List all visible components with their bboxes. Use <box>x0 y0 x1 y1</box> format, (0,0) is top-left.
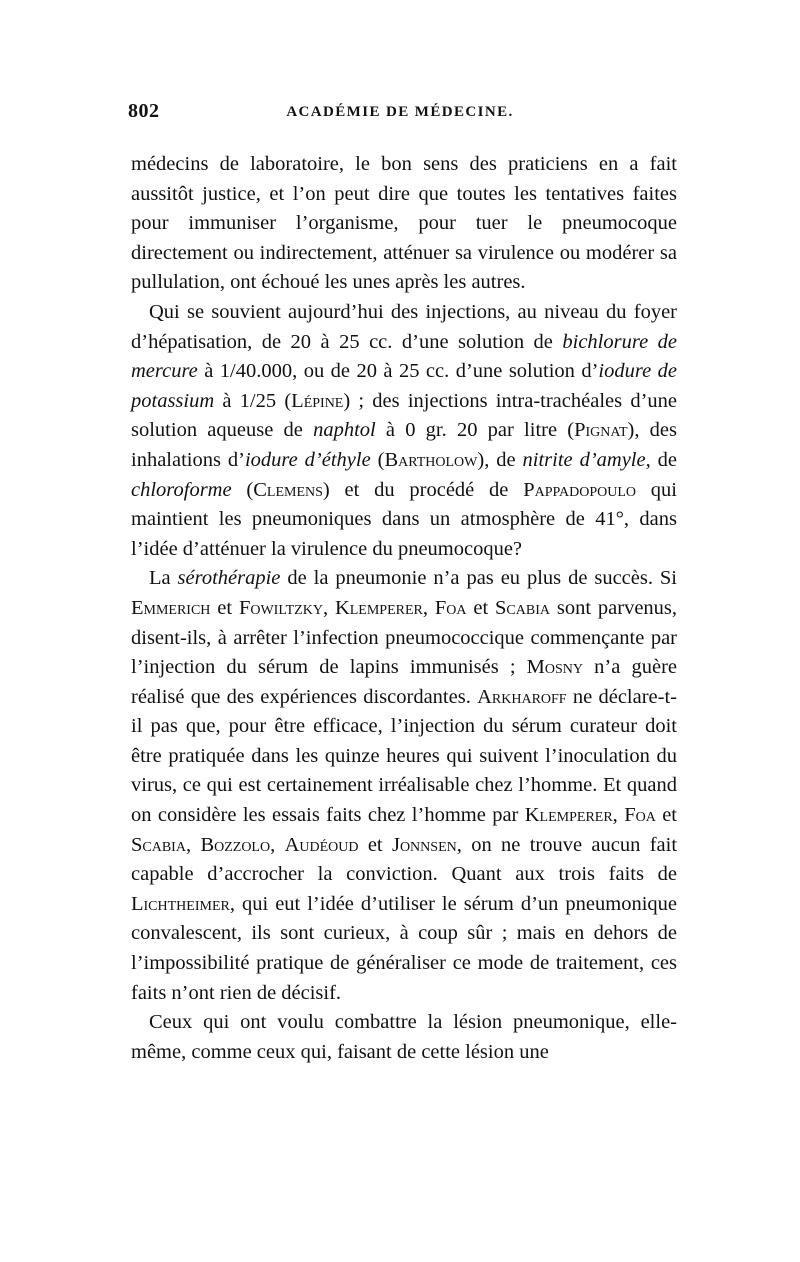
text-run: à 0 gr. 20 par litre ( <box>375 419 575 442</box>
author-name: Lépine <box>291 389 344 412</box>
text-run: ), de <box>477 448 523 471</box>
italic-term: iodure d’éthyle <box>244 448 371 471</box>
running-title: ACADÉMIE DE MÉDECINE. <box>286 104 514 120</box>
text-run: à 1/40.000, ou de 20 à 25 cc. d’une solution d’ <box>197 360 599 383</box>
text-run: ( <box>231 478 254 501</box>
author-name: Scabia <box>131 833 186 856</box>
author-name: Foa <box>624 804 656 827</box>
text-run: ) ; des injections intra-trachéales d’une solution aqueuse de <box>131 389 677 442</box>
italic-term: chloroforme <box>131 478 232 501</box>
author-name: Mosny <box>526 656 584 679</box>
author-name: Fowiltzky <box>238 596 323 619</box>
text-run: , <box>322 596 335 619</box>
text-run: , <box>612 804 625 827</box>
text-run: , <box>185 833 201 856</box>
text-run: , qui eut l’idée d’utiliser le sérum d’un pneumonique convalescent, ils sont curieux, à coup sûr ; mais en dehors de l’impossibilité pratique de généraliser ce mode de traitement, ces faits n’ont rien de décisif. <box>131 892 677 1004</box>
author-name: Pappadopoulo <box>523 478 637 501</box>
text-run: , <box>270 833 285 856</box>
text-run: médecins de laboratoire, le bon sens des praticiens en a fait aussitôt justice, et l’on peut dire que toutes les tentatives faites pour immuniser l’organisme, pour tuer le pneumocoque directement ou indirectement, atténuer sa virulence ou modérer sa pullulation, ont échoué les unes après les autres. <box>131 153 677 294</box>
author-name: Audéoud <box>284 833 359 856</box>
text-run: et <box>655 804 677 827</box>
text-run: qui maintient les pneumoniques dans un atmosphère de 41°, dans l’idée d’atténuer la virulence du pneumocoque? <box>131 478 678 560</box>
text-run: et <box>210 596 239 619</box>
text-run: et <box>466 596 496 619</box>
body-text <box>131 150 677 1067</box>
author-name: Bozzolo <box>200 833 271 856</box>
italic-term: naphtol <box>313 419 376 442</box>
author-name: Scabia <box>495 596 550 619</box>
author-name: Emmerich <box>131 596 211 619</box>
text-run: , <box>422 596 435 619</box>
italic-term: sérothérapie <box>177 567 281 590</box>
text-run: n’a guère réalisé que des expériences discordantes. <box>131 656 678 708</box>
text-run: ( <box>370 448 385 471</box>
author-name: Clemens <box>253 478 323 501</box>
author-name: Klemperer <box>524 804 613 827</box>
paragraph-2 <box>131 298 677 564</box>
text-run: ne déclare-t-il pas que, pour être efficace, l’injection du sérum curateur doit être pratiquée dans les quinze heures qui suivent l’inoculation du virus, ce qui est certainement irréalisable chez l’homme. Et quand on considère les essais faits chez l’homme par <box>131 685 677 827</box>
author-name: Jonnsen <box>391 833 457 856</box>
author-name: Arkharoff <box>477 685 567 708</box>
text-run: ), des inhalations d’ <box>131 419 677 471</box>
text-run: et <box>358 833 392 856</box>
italic-term: iodure de potassium <box>131 360 677 412</box>
text-run: à 1/25 ( <box>214 389 292 412</box>
text-run: Ceux qui ont voulu combattre la lésion pneumonique, elle-même, comme ceux qui, faisant de cette lésion une <box>131 1011 677 1063</box>
text-run: sont parvenus, disent-ils, à arrêter l’infection pneumococcique commençante par l’injection du sérum de lapins immunisés ; <box>131 596 678 679</box>
text-run: ) et du procédé de <box>322 478 524 501</box>
text-run: , de <box>645 448 677 471</box>
paragraph-1 <box>131 150 677 298</box>
italic-term: bichlorure de mercure <box>131 330 677 383</box>
author-name: Bartholow <box>384 448 478 471</box>
text-run: de la pneumonie n’a pas eu plus de succès. Si <box>280 567 677 590</box>
author-name: Foa <box>434 596 467 619</box>
text-run: , on ne trouve aucun fait capable d’accrocher la conviction. Quant aux trois faits de <box>131 833 678 886</box>
text-run: Qui se souvient aujourd’hui des injections, au niveau du foyer d’hépatisation, de 20 à 25 cc. d’une solution de <box>131 300 677 353</box>
text-run: La <box>149 567 178 590</box>
italic-term: nitrite d’amyle <box>522 448 646 471</box>
author-name: Lichtheimer <box>131 892 230 915</box>
paragraph-4 <box>131 1008 677 1067</box>
paragraph-3 <box>131 564 677 1008</box>
author-name: Klemperer <box>334 596 423 619</box>
page-number: 802 <box>128 100 160 122</box>
author-name: Pignat <box>574 419 628 442</box>
